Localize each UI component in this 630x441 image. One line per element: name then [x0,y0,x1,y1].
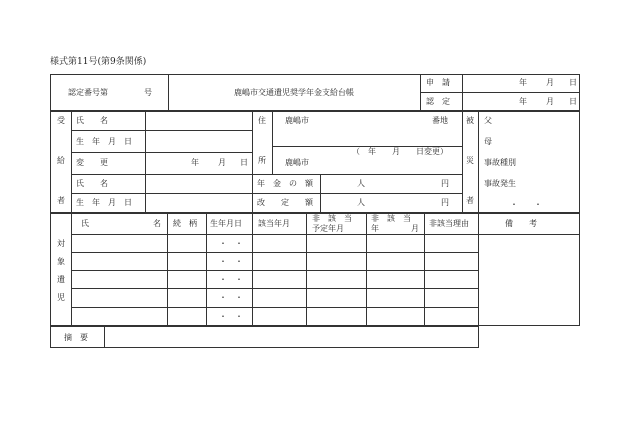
child-birth-dots: ・ ・ [219,275,243,284]
change-month: 月 [218,158,226,167]
col-nonapplicable-date-2: 年 月 [371,224,419,233]
child-birth-dots: ・ ・ [219,312,243,321]
col-applicable-date: 該当年月 [258,219,290,228]
accident-date-dots: ・ ・ [510,200,542,209]
form-number: 様式第11号(第9条関係) [50,57,147,67]
change-year: 年 [191,158,199,167]
accident-date-label: 事故発生 [484,179,516,188]
apply-month: 月 [546,78,554,87]
accident-type-label: 事故種別 [484,158,516,167]
recipient-name2-label: 氏 名 [76,179,108,188]
pension-persons-unit: 人 [357,179,365,188]
recipient-name-label: 氏 名 [76,116,108,125]
child-birth-dots: ・ ・ [219,257,243,266]
address-city-2: 鹿嶋市 [285,158,309,167]
pension-yen-unit: 円 [441,179,449,188]
col-relation: 続 柄 [173,219,197,228]
col-nonapplicable-planned-1: 非 該 当 [312,214,352,223]
col-nonapplicable-reason: 非該当理由 [429,219,469,228]
address-change-note: （ 年 月 日変更） [352,147,448,156]
recipient-change-label: 変 更 [76,158,108,167]
recipient-birth2-label: 生 年 月 日 [76,198,132,207]
revised-yen-unit: 円 [441,198,449,207]
ledger-title: 鹿嶋市交通遺児奨学年金支給台帳 [234,88,354,97]
address-label: 住 所 [258,116,266,165]
change-day: 日 [240,158,248,167]
child-birth-dots: ・ ・ [219,239,243,248]
child-birth-dots: ・ ・ [219,293,243,302]
victim-mother-label: 母 [484,137,492,146]
pension-amount-label: 年 金 の 額 [257,179,313,188]
address-city-1: 鹿嶋市 [285,116,309,125]
col-birth-date: 生年月日 [210,219,242,228]
victim-father-label: 父 [484,116,492,125]
approve-month: 月 [546,97,554,106]
col-nonapplicable-planned-2: 予定年月 [312,224,344,233]
summary-label: 摘 要 [64,333,88,342]
revised-persons-unit: 人 [357,198,365,207]
cert-number-suffix: 号 [144,88,152,97]
approve-day: 日 [569,97,577,106]
col-notes: 備 考 [505,219,537,228]
apply-year: 年 [519,78,527,87]
col-nonapplicable-date-1: 非 該 当 [371,214,411,223]
recipient-side-label: 受 給 者 [57,116,65,205]
approve-year: 年 [519,97,527,106]
victim-side-label: 被 災 者 [466,116,474,205]
col-child-name: 氏 名 [81,219,161,228]
summary-block [50,326,479,348]
address-banchi: 番地 [432,116,448,125]
cert-number-label: 認定番号第 [68,88,108,97]
revised-amount-label: 改 定 額 [257,198,313,207]
apply-label: 申 請 [426,78,450,87]
recipient-birth-label: 生 年 月 日 [76,137,132,146]
children-side-label: 対 象 遺 児 [57,239,65,302]
apply-day: 日 [569,78,577,87]
approve-label: 認 定 [426,97,450,106]
